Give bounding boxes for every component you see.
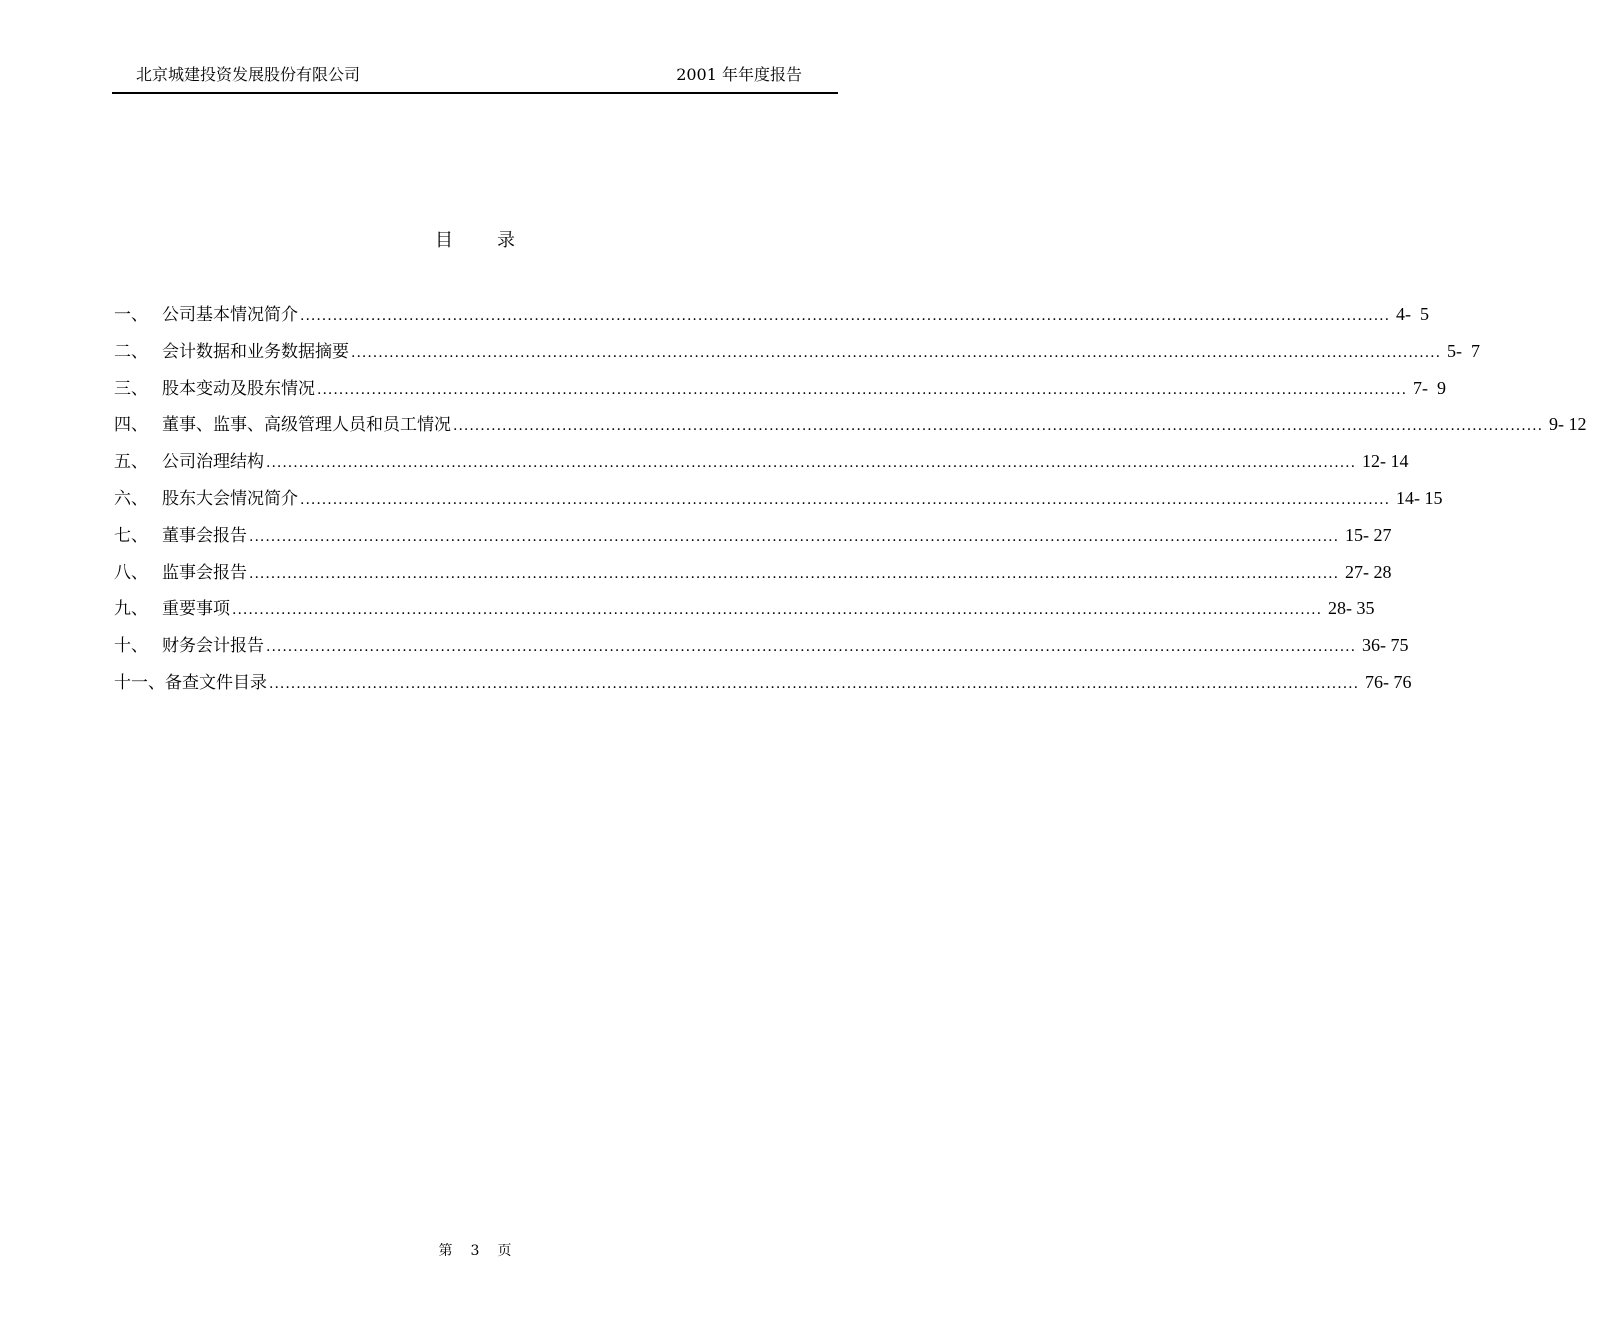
toc-entry-pages: 5- 7 bbox=[1447, 340, 1481, 361]
toc-entry-pages: 27- 28 bbox=[1345, 561, 1392, 582]
toc-entry-title: 公司基本情况简介 bbox=[162, 305, 298, 325]
toc-entry-title: 董事会报告 bbox=[162, 525, 247, 546]
toc-leader-dots: ........................................................................................................................................................................................................ bbox=[232, 602, 1323, 619]
toc-leader-dots: ........................................................................................................................................................................................................ bbox=[269, 675, 1360, 692]
toc-entry-pages: 7- 9 bbox=[1413, 377, 1447, 398]
toc-entry-4[interactable] bbox=[114, 410, 1587, 447]
toc-entry-8[interactable] bbox=[114, 558, 1392, 595]
page-header bbox=[112, 62, 838, 94]
toc-entry-title: 股东大会情况简介 bbox=[162, 488, 298, 509]
toc-entry-title: 公司治理结构 bbox=[162, 452, 264, 473]
toc-entry-title: 重要事项 bbox=[162, 599, 230, 620]
toc-entry-pages: 15- 27 bbox=[1345, 524, 1392, 545]
toc-entry-title: 董事、监事、高级管理人员和员工情况 bbox=[162, 415, 451, 436]
toc-entry-number: 六、 bbox=[114, 488, 148, 509]
toc-entry-number: 一、 bbox=[114, 305, 148, 325]
toc-entry-5[interactable] bbox=[114, 447, 1409, 484]
toc-leader-dots: ........................................................................................................................................................................................................ bbox=[317, 381, 1408, 398]
toc-entry-title: 会计数据和业务数据摘要 bbox=[162, 341, 349, 362]
toc-leader-dots: ........................................................................................................................................................................................................ bbox=[249, 565, 1340, 582]
toc-leader-dots: ........................................................................................................................................................................................................ bbox=[351, 344, 1442, 361]
toc-entry-number: 九、 bbox=[114, 599, 148, 620]
toc-entry-2[interactable] bbox=[114, 337, 1481, 374]
toc-entry-1[interactable] bbox=[114, 300, 1430, 337]
toc-list bbox=[114, 300, 1587, 705]
toc-entry-title: 股本变动及股东情况 bbox=[162, 378, 315, 399]
toc-entry-9[interactable] bbox=[114, 594, 1375, 631]
toc-title-char-1: 目 bbox=[435, 230, 453, 251]
header-report-title: 2001 年年度报告 bbox=[676, 65, 802, 84]
toc-leader-dots: ........................................................................................................................................................................................................ bbox=[300, 308, 1391, 324]
toc-entry-number: 十、 bbox=[114, 636, 148, 657]
page-footer bbox=[0, 1241, 950, 1261]
footer-page-suffix: 页 bbox=[497, 1243, 512, 1259]
toc-title-char-2: 录 bbox=[497, 230, 515, 251]
toc-entry-number: 二、 bbox=[114, 341, 148, 362]
toc-entry-title: 财务会计报告 bbox=[162, 636, 264, 657]
toc-entry-title: 备查文件目录 bbox=[165, 672, 267, 693]
footer-page-prefix: 第 bbox=[438, 1243, 453, 1259]
toc-leader-dots: ........................................................................................................................................................................................................ bbox=[266, 455, 1357, 472]
toc-entry-pages: 9- 12 bbox=[1549, 414, 1587, 435]
toc-entry-pages: 76- 76 bbox=[1365, 671, 1412, 692]
toc-entry-6[interactable] bbox=[114, 484, 1443, 521]
toc-entry-pages: 4- 5 bbox=[1396, 304, 1430, 324]
toc-entry-pages: 28- 35 bbox=[1328, 598, 1375, 619]
toc-entry-pages: 12- 14 bbox=[1362, 451, 1409, 472]
toc-entry-number: 七、 bbox=[114, 525, 148, 546]
toc-leader-dots: ........................................................................................................................................................................................................ bbox=[300, 491, 1391, 508]
toc-entry-3[interactable] bbox=[114, 374, 1447, 411]
toc-entry-10[interactable] bbox=[114, 631, 1409, 668]
toc-entry-7[interactable] bbox=[114, 521, 1392, 558]
footer-page-number: 3 bbox=[470, 1243, 480, 1259]
toc-entry-pages: 36- 75 bbox=[1362, 635, 1409, 656]
toc-title bbox=[0, 228, 950, 254]
toc-leader-dots: ........................................................................................................................................................................................................ bbox=[249, 528, 1340, 545]
toc-entry-pages: 14- 15 bbox=[1396, 487, 1443, 508]
toc-entry-11[interactable] bbox=[114, 668, 1412, 705]
toc-entry-number: 五、 bbox=[114, 452, 148, 473]
header-company-name: 北京城建投资发展股份有限公司 bbox=[136, 65, 361, 84]
toc-leader-dots: ........................................................................................................................................................................................................ bbox=[266, 639, 1357, 656]
toc-entry-number: 四、 bbox=[114, 415, 148, 436]
toc-leader-dots: ........................................................................................................................................................................................................ bbox=[453, 418, 1544, 435]
toc-entry-title: 监事会报告 bbox=[162, 562, 247, 583]
toc-entry-number: 三、 bbox=[114, 378, 148, 399]
toc-entry-number: 十一、 bbox=[114, 672, 165, 693]
toc-entry-number: 八、 bbox=[114, 562, 148, 583]
